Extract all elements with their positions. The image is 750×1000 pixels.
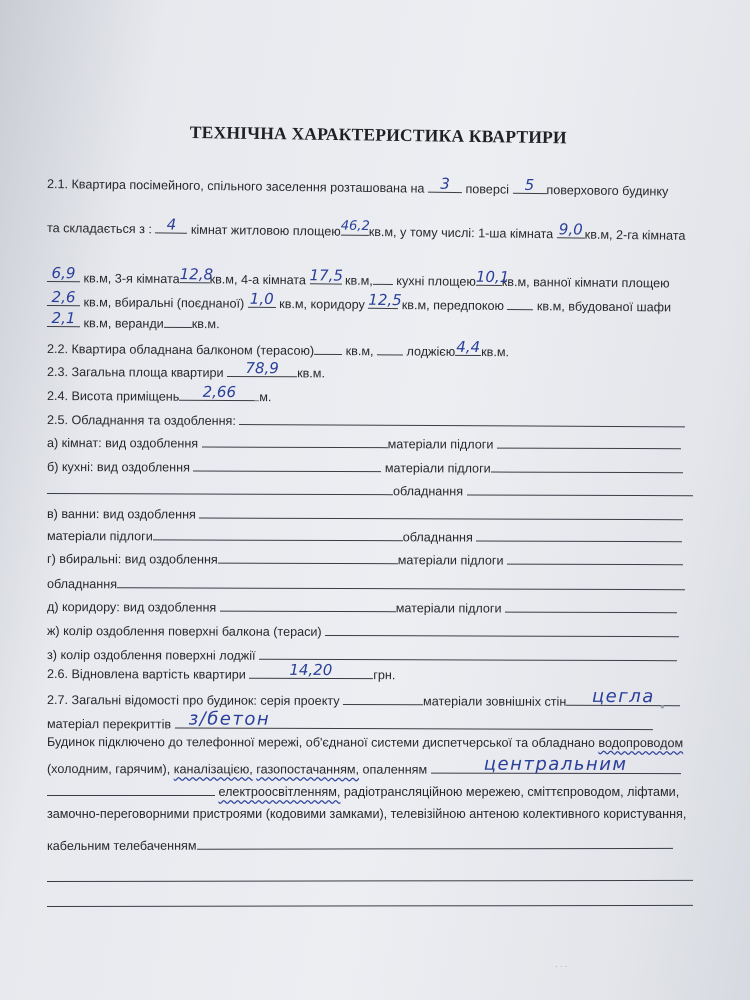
- section-2-1-line5: 2,1 кв.м, веранди кв.м.: [47, 313, 220, 332]
- form-title: ТЕХНІЧНА ХАРАКТЕРИСТИКА КВАРТИРИ: [189, 122, 567, 148]
- blank: [377, 341, 403, 355]
- section-2-1-line4: 2,6 кв.м, вбиральні (поєднаної) 1,0 кв.м, коридору 12,5 кв.м, передпокою кв.м, вбудованої шафи: [47, 292, 671, 315]
- rooms-field: 4: [155, 219, 187, 233]
- rooms-finishing-row: а) кімнат: вид оздоблення матеріали підлоги: [47, 433, 681, 453]
- blank: [193, 458, 381, 473]
- kitchen-finishing-row: б) кухні: вид оздоблення матеріали підлоги: [47, 457, 683, 477]
- toilet-field: 1,0: [248, 294, 276, 308]
- blank: [314, 341, 342, 355]
- blank: [507, 296, 533, 310]
- blank: [491, 459, 683, 474]
- toilet-finishing-row: г) вбиральні: вид оздоблення матеріали підлоги: [47, 549, 683, 569]
- section-2-2: 2.2. Квартира обладнана балконом (терасою) кв.м, лоджією 4,4 кв.м.: [46, 337, 510, 360]
- section-2-7-line3: Будинок підключено до телефонної мережі, об'єднаної системи диспетчерської та обладнано водопроводом: [46, 735, 684, 751]
- blank-line: [47, 867, 693, 886]
- blank: [325, 622, 679, 637]
- blank: [164, 314, 192, 328]
- total-area-field: 78,9: [227, 363, 297, 377]
- heating-field: центральним: [431, 760, 681, 774]
- blank: [467, 481, 693, 496]
- blank: [199, 505, 683, 521]
- blank: [197, 835, 673, 850]
- floor-field: 3: [428, 179, 462, 193]
- section-2-1-line3: 6,9 кв.м, 3-я кімната 12,8 кв.м, 4-а кімната 17,5 кв.м, кухні площею 10,1 кв.м, ванної кімнати площею: [47, 268, 670, 291]
- blank: [505, 599, 677, 614]
- blank: [117, 574, 685, 590]
- blank: [47, 892, 693, 907]
- bath-floor-row: матеріали підлоги обладнання: [47, 526, 682, 546]
- value-field: 14,20: [249, 665, 373, 679]
- section-2-7-line7: кабельним телебаченням: [47, 835, 673, 854]
- room2-field: 6,9: [47, 268, 80, 282]
- wardrobe-field: 2,1: [47, 313, 80, 327]
- floors-total-field: 5: [512, 180, 546, 194]
- section-2-6: 2.6. Відновлена вартість квартири 14,20 грн.: [46, 660, 396, 683]
- section-2-3: 2.3. Загальна площа квартири 78,9 кв.м.: [46, 359, 326, 381]
- blank: [343, 691, 423, 705]
- loggia-field: 4,4: [456, 337, 481, 357]
- blank: [373, 271, 393, 285]
- blank: [220, 598, 396, 613]
- corridor-finishing-row: д) коридору: вид оздоблення матеріали підлоги: [47, 597, 677, 617]
- blank: [47, 782, 215, 796]
- section-2-7-line4: (холодним, гарячим), каналізацією, газопостачанням, опаленням центральним: [47, 759, 681, 778]
- section-2-1-line2: та складається з : 4 кімнат житловою площею 46,2 кв.м, у тому числі: 1-ша кімната 9,0 кв.м, 2-га кімната: [46, 215, 686, 243]
- kitchen-equipment-row: обладнання: [47, 480, 693, 500]
- section-2-7-line1: 2.7. Загальні відомості про будинок: серія проекту матеріали зовнішніх стін цегла: [47, 690, 680, 710]
- room4-field: 17,5: [309, 266, 344, 285]
- corridor-field: 12,5: [368, 290, 402, 310]
- loggia-color-row: з) колір оздоблення поверхні лоджії: [47, 645, 677, 665]
- blank-line: [47, 892, 693, 911]
- section-2-1-line1: 2.1. Квартира посімейного, спільного заселення розташована на 3 поверсі 5 поверхового будинку: [46, 174, 669, 199]
- blank: [47, 867, 693, 882]
- section-2-7-line6: замочно-переговорними пристроями (кодовими замками), телевізійною антеною колективного користування,: [47, 807, 687, 821]
- section-2-5-title: 2.5. Обладнання та оздоблення:: [47, 410, 685, 431]
- section-2-7-line2: матеріал перекриттів з/бетон: [47, 714, 653, 734]
- ink-dot: · · ·: [555, 962, 568, 971]
- bathroom-field: 2,6: [47, 292, 80, 306]
- living-area-field: 46,2: [340, 218, 370, 234]
- blank: [497, 435, 681, 450]
- blank: [239, 411, 685, 427]
- walls-field: цегла: [566, 692, 680, 706]
- blank: [476, 527, 682, 542]
- toilet-equipment-row: обладнання: [47, 574, 685, 594]
- height-field: 2,66: [179, 387, 259, 401]
- kitchen-field: 10,1: [475, 267, 510, 287]
- blank: [259, 646, 677, 661]
- blank: [47, 480, 393, 495]
- room3-field: 12,8: [179, 265, 214, 284]
- blank: [153, 526, 403, 541]
- blank: [202, 434, 388, 449]
- blank: [507, 551, 683, 566]
- section-2-7-line5: електроосвітленням, радіотрансляційною мережею, сміттєпроводом, ліфтами,: [47, 782, 679, 800]
- section-2-4: 2.4. Висота приміщень 2,66 м.: [46, 382, 272, 405]
- ink-dot: ●: [660, 702, 665, 711]
- blank: [218, 550, 398, 565]
- room1-field: 9,0: [557, 224, 585, 238]
- floors-material-field: з/бетон: [175, 714, 653, 730]
- bath-finishing-row: в) ванни: вид оздоблення: [47, 504, 683, 524]
- balcony-color-row: ж) колір оздоблення поверхні балкона (тераси): [47, 621, 679, 641]
